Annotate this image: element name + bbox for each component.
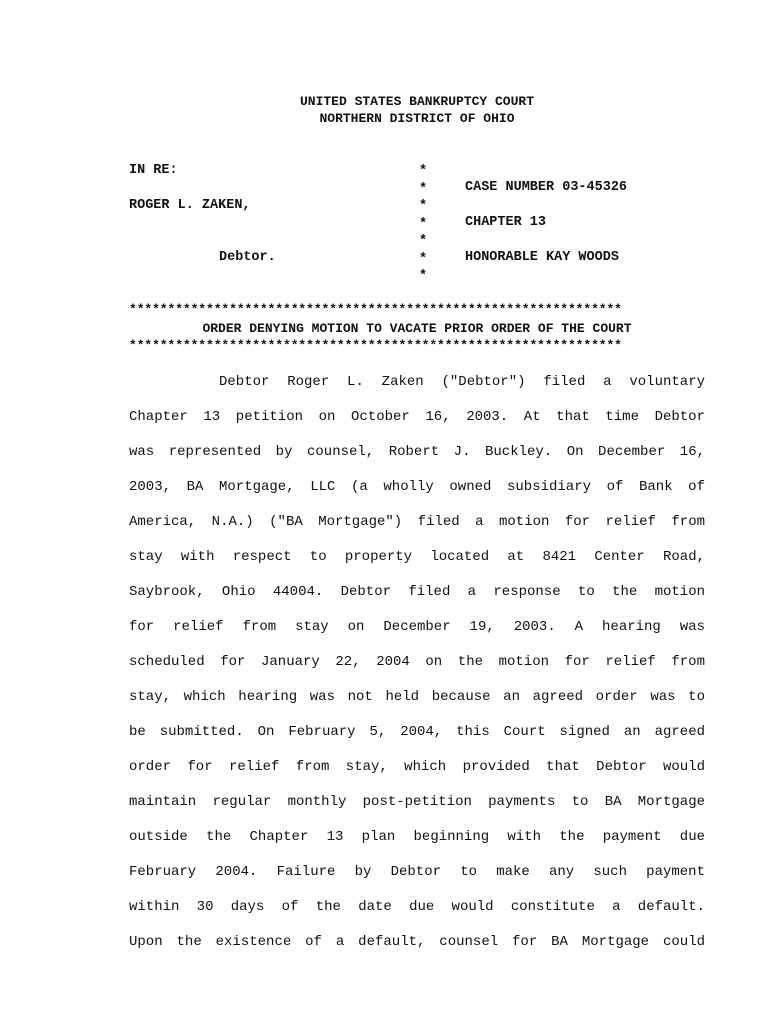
caption-debtor-label: Debtor. xyxy=(219,250,276,265)
body-line: stay, which hearing was not held because an agreed order was to xyxy=(129,689,705,705)
caption-star-column: * * * * * * * xyxy=(419,164,428,284)
body-line: America, N.A.) ("BA Mortgage") filed a motion for relief from xyxy=(129,514,705,530)
order-title: ORDER DENYING MOTION TO VACATE PRIOR ORDER OF THE COURT xyxy=(202,321,632,336)
case-number: CASE NUMBER 03-45326 xyxy=(465,180,628,195)
body-line: scheduled for January 22, 2004 on the motion for relief from xyxy=(129,654,705,670)
body-line: 2003, BA Mortgage, LLC (a wholly owned subsidiary of Bank of xyxy=(129,479,705,495)
body-line: Saybrook, Ohio 44004. Debtor filed a response to the motion xyxy=(129,584,705,600)
chapter: CHAPTER 13 xyxy=(465,215,547,230)
asterisk-rule-top: **************************************************************** xyxy=(129,302,622,317)
court-district: NORTHERN DISTRICT OF OHIO xyxy=(319,111,515,126)
body-line: Chapter 13 petition on October 16, 2003. At that time Debtor xyxy=(129,409,705,425)
body-line: order for relief from stay, which provided that Debtor would xyxy=(129,759,705,775)
asterisk-rule-bottom: **************************************************************** xyxy=(129,338,622,353)
body-line: was represented by counsel, Robert J. Buckley. On December 16, xyxy=(129,444,705,460)
judge-name: HONORABLE KAY WOODS xyxy=(465,250,619,265)
body-line: outside the Chapter 13 plan beginning with the payment due xyxy=(129,829,705,845)
caption-in-re: IN RE: xyxy=(129,163,178,178)
caption-debtor-name: ROGER L. ZAKEN, xyxy=(129,198,251,213)
body-line: February 2004. Failure by Debtor to make any such payment xyxy=(129,864,705,880)
body-line: within 30 days of the date due would constitute a default. xyxy=(129,899,705,915)
body-line: for relief from stay on December 19, 2003. A hearing was xyxy=(129,619,705,635)
body-line: maintain regular monthly post-petition payments to BA Mortgage xyxy=(129,794,705,810)
body-line: stay with respect to property located at 8421 Center Road, xyxy=(129,549,705,565)
body-line: Debtor Roger L. Zaken ("Debtor") filed a voluntary xyxy=(219,374,705,390)
court-name: UNITED STATES BANKRUPTCY COURT xyxy=(299,94,535,109)
body-line: be submitted. On February 5, 2004, this Court signed an agreed xyxy=(129,724,705,740)
body-line: Upon the existence of a default, counsel for BA Mortgage could xyxy=(129,934,705,950)
